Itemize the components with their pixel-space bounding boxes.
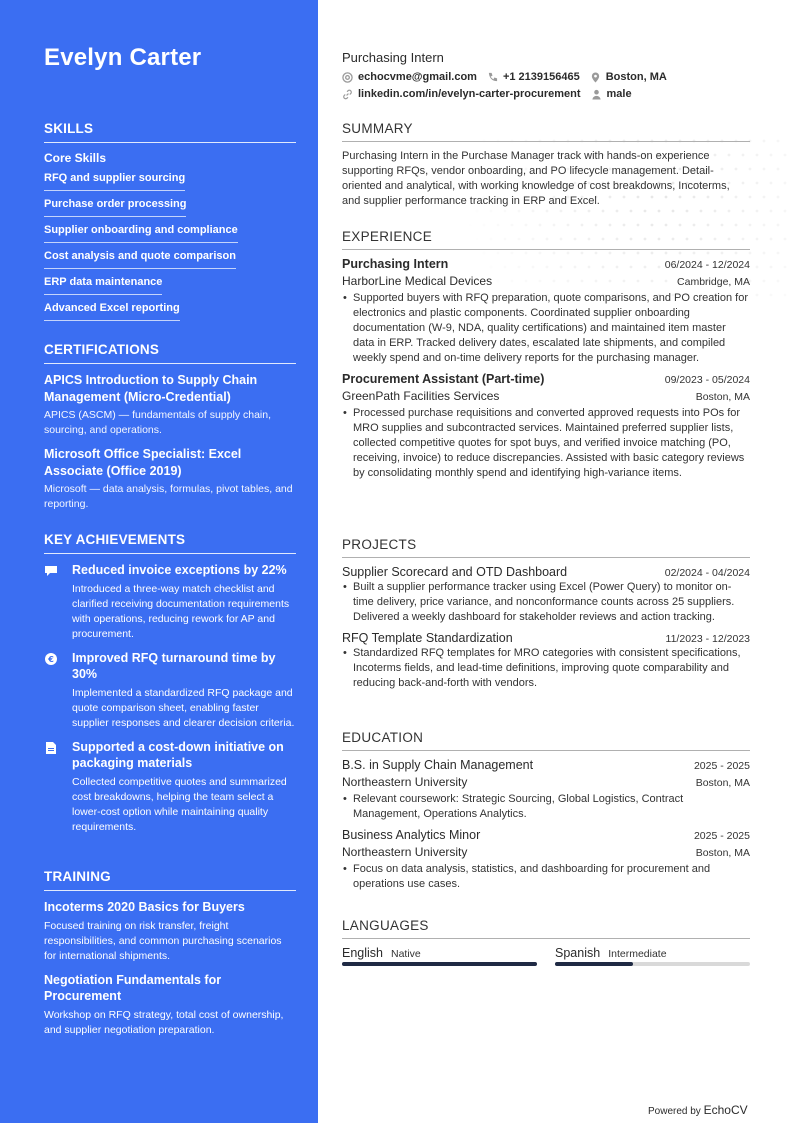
training-name: Incoterms 2020 Basics for Buyers xyxy=(44,900,245,914)
decorative-dot xyxy=(672,210,675,213)
decorative-dot xyxy=(763,224,766,227)
certifications-title: CERTIFICATIONS xyxy=(44,342,296,364)
bullet-item: • Relevant coursework: Strategic Sourcing, Global Logistics, Contract Management, Operations Analytics. xyxy=(342,792,750,822)
training-section xyxy=(44,869,296,1046)
bullet-text: Processed purchase requisitions and converted approved requests into POs for MRO supplies and subcontracted services. Maintained preferred supplier lists, collected competitive quotes for spot buys, and verified invoice matching (PO, receiving, invoice) to reduce discrepancies. Assisted with basic category reviews by consolidating monthly spend and identifying high-variance items. xyxy=(353,407,745,479)
role-title: Purchasing Intern xyxy=(342,257,449,271)
project-name: Supplier Scorecard and OTD Dashboard xyxy=(342,565,568,579)
decorative-dot xyxy=(602,210,605,213)
decorative-dot xyxy=(763,196,766,199)
decorative-dot xyxy=(518,210,521,213)
decorative-dot xyxy=(616,210,619,213)
achievement-item xyxy=(44,650,296,731)
decorative-dot xyxy=(770,294,773,297)
training-desc: Focused training on risk transfer, freight responsibilities, and common purchasing scenarios for international shipments. xyxy=(44,919,282,962)
decorative-dot xyxy=(770,266,773,269)
decorative-dot xyxy=(763,140,766,143)
languages-section xyxy=(342,918,750,966)
proficiency-bar xyxy=(342,962,537,966)
skill-item: Purchase order processing xyxy=(44,195,186,217)
role-dates: 09/2023 - 05/2024 xyxy=(664,374,750,386)
company-name: GreenPath Facilities Services xyxy=(342,389,500,403)
decorative-dot xyxy=(721,224,724,227)
projects-section xyxy=(342,537,750,697)
decorative-dot xyxy=(756,266,759,269)
achievement-desc: Collected competitive quotes and summarized cost breakdowns, helping the team select a lower-cost option while maintaining quality requirements. xyxy=(72,775,287,833)
location-contact xyxy=(590,71,667,83)
decorative-dot xyxy=(784,238,787,241)
achievement-item xyxy=(44,739,296,835)
decorative-dot xyxy=(658,210,661,213)
decorative-dot xyxy=(777,168,780,171)
skills-title: SKILLS xyxy=(44,121,296,143)
education-entry xyxy=(342,828,750,892)
degree-name: B.S. in Supply Chain Management xyxy=(342,758,534,772)
decorative-dot xyxy=(630,210,633,213)
core-skills-label: Core Skills xyxy=(44,151,107,165)
experience-title: EXPERIENCE xyxy=(342,229,750,250)
language-item xyxy=(555,946,750,966)
decorative-dot xyxy=(742,210,745,213)
decorative-dot xyxy=(756,238,759,241)
degree-name: Business Analytics Minor xyxy=(342,828,481,842)
training-desc: Workshop on RFQ strategy, total cost of ownership, and supplier negotiation preparation. xyxy=(44,1008,284,1036)
school-location: Boston, MA xyxy=(695,847,750,859)
decorative-dot xyxy=(777,252,780,255)
decorative-dot xyxy=(784,182,787,185)
experience-entry xyxy=(342,372,750,481)
gender-text: male xyxy=(606,88,632,100)
email-contact[interactable] xyxy=(342,71,477,83)
decorative-dot xyxy=(476,210,479,213)
bullet-item: • Supported buyers with RFQ preparation, quote comparisons, and PO creation for electronics and plastic components. Coordinated supplier onboarding documentation (W-9, NDA, quality certifications) and maintained item master data in ERP. Tracked delivery dates, escalated late shipments, and compiled weekly spend and on-time delivery reports for the purchasing manager. xyxy=(343,292,748,364)
bullet-item: • Built a supplier performance tracker using Excel (Power Query) to monitor on-time delivery, price variance, and nonconformance counts across 25 suppliers. Delivered a weekly dashboard for stakeholder reviews and action tracking. xyxy=(342,580,750,625)
decorative-dot xyxy=(770,182,773,185)
contact-row-2 xyxy=(342,88,752,100)
school-location: Boston, MA xyxy=(695,777,750,789)
project-entry xyxy=(342,565,750,625)
project-entry xyxy=(342,631,750,691)
skill-item: Advanced Excel reporting xyxy=(44,299,180,321)
role-dates: 06/2024 - 12/2024 xyxy=(664,259,750,271)
decorative-dot xyxy=(679,224,682,227)
training-name: Negotiation Fundamentals for Procurement xyxy=(44,972,222,1003)
link-icon xyxy=(342,89,353,100)
decorative-dot xyxy=(784,294,787,297)
decorative-dot xyxy=(777,224,780,227)
decorative-dot xyxy=(749,224,752,227)
at-icon xyxy=(342,72,353,83)
certification-name: APICS Introduction to Supply Chain Management (Micro-Credential) xyxy=(44,373,258,404)
powered-label: Powered by xyxy=(648,1106,701,1117)
bullet-item: • Standardized RFQ templates for MRO categories with consistent specifications, Incoterms fields, and lead-time definitions, improving quote comparability and reducing back-and-forth with vendors. xyxy=(342,646,750,691)
decorative-dot xyxy=(700,210,703,213)
decorative-dot xyxy=(763,168,766,171)
company-location: Boston, MA xyxy=(695,391,750,403)
location-text: Boston, MA xyxy=(605,71,667,83)
decorative-dot xyxy=(553,224,556,227)
decorative-dot xyxy=(665,224,668,227)
proficiency-bar xyxy=(555,962,750,966)
decorative-dot xyxy=(595,224,598,227)
decorative-dot xyxy=(581,224,584,227)
language-level: Intermediate xyxy=(608,948,667,960)
language-name: Spanish xyxy=(555,946,601,960)
decorative-dot xyxy=(462,210,465,213)
project-name: RFQ Template Standardization xyxy=(342,631,513,645)
decorative-dot xyxy=(497,224,500,227)
person-icon xyxy=(591,89,602,100)
decorative-dot xyxy=(469,224,472,227)
phone-contact[interactable] xyxy=(487,71,580,83)
decorative-dot xyxy=(735,224,738,227)
training-title: TRAINING xyxy=(44,869,296,891)
achievements-section xyxy=(44,532,296,843)
achievement-title: Improved RFQ turnaround time by 30% xyxy=(72,650,276,681)
school-name: Northeastern University xyxy=(342,775,468,789)
bullet-text: Relevant coursework: Strategic Sourcing, Global Logistics, Contract Management, Operations Analytics. xyxy=(353,793,684,820)
decorative-dot xyxy=(770,238,773,241)
school-name: Northeastern University xyxy=(342,845,468,859)
euro-coin-icon xyxy=(44,650,72,731)
education-section xyxy=(342,730,750,898)
language-item xyxy=(342,946,537,966)
proficiency-bar-fill xyxy=(342,962,537,966)
decorative-dot xyxy=(784,266,787,269)
skill-item: Supplier onboarding and compliance xyxy=(44,221,238,243)
decorative-dot xyxy=(784,154,787,157)
achievements-title: KEY ACHIEVEMENTS xyxy=(44,532,296,554)
decorative-dot xyxy=(756,294,759,297)
skill-list xyxy=(44,169,296,325)
decorative-dot xyxy=(546,210,549,213)
bullet-text: Supported buyers with RFQ preparation, quote comparisons, and PO creation for electronics and plastic components. Coordinated supplier onboarding documentation (W-9, NDA, quality certifications) and maintained item master data in ERP. Tracked delivery dates, escalated late shipments, and compiled weekly spend and on-time delivery reports for the purchasing manager. xyxy=(353,292,748,364)
svg-text:€: € xyxy=(48,654,54,664)
experience-section xyxy=(342,229,750,487)
decorative-dot xyxy=(490,210,493,213)
decorative-dot xyxy=(777,280,780,283)
decorative-dot xyxy=(756,154,759,157)
decorative-dot xyxy=(644,210,647,213)
decorative-dot xyxy=(777,140,780,143)
decorative-dot xyxy=(763,280,766,283)
decorative-dot xyxy=(784,210,787,213)
bullet-item: • Focus on data analysis, statistics, and dashboarding for procurement and operations use cases. xyxy=(342,862,750,892)
company-name: HarborLine Medical Devices xyxy=(342,274,493,288)
summary-text: Purchasing Intern in the Purchase Manager track with hands-on experience supporting RFQs, vendor onboarding, and PO lifecycle management. Detail-oriented and analytical, with working knowledge of cost breakdowns, Incoterms, and supplier performance tracking in ERP and Excel. xyxy=(342,150,730,207)
decorative-dot xyxy=(532,210,535,213)
decorative-dot xyxy=(623,224,626,227)
decorative-dot xyxy=(560,210,563,213)
powered-by[interactable] xyxy=(648,1103,748,1117)
role-title: Procurement Assistant (Part-time) xyxy=(342,372,545,386)
achievement-title: Reduced invoice exceptions by 22% xyxy=(72,563,287,577)
decorative-dot xyxy=(770,154,773,157)
decorative-dot xyxy=(770,210,773,213)
chat-icon xyxy=(44,562,72,642)
bullet-text: Focus on data analysis, statistics, and dashboarding for procurement and operations use cases. xyxy=(353,863,711,890)
skill-item: ERP data maintenance xyxy=(44,273,162,295)
bullet-text: Standardized RFQ templates for MRO categories with consistent specifications, Incoterms fields, and lead-time definitions, improving quote comparability and reducing back-and-forth with vendors. xyxy=(353,647,741,689)
linkedin-text: linkedin.com/in/evelyn-carter-procurement xyxy=(358,88,581,100)
company-location: Cambridge, MA xyxy=(677,276,750,288)
decorative-dot xyxy=(483,224,486,227)
degree-dates: 2025 - 2025 xyxy=(693,760,750,772)
degree-dates: 2025 - 2025 xyxy=(693,830,750,842)
sidebar xyxy=(0,0,318,1123)
decorative-dot xyxy=(763,252,766,255)
achievement-item xyxy=(44,562,296,642)
summary-title: SUMMARY xyxy=(342,121,750,142)
decorative-dot xyxy=(504,210,507,213)
certifications-section xyxy=(44,342,296,520)
decorative-dot xyxy=(693,224,696,227)
languages-title: LANGUAGES xyxy=(342,918,750,939)
skills-section xyxy=(44,121,296,325)
phone-text: +1 2139156465 xyxy=(502,71,580,83)
decorative-dot xyxy=(707,224,710,227)
candidate-name: Evelyn Carter xyxy=(44,44,202,71)
achievement-desc: Implemented a standardized RFQ package and quote comparison sheet, enabling faster supplier responses and clearer decision criteria. xyxy=(72,686,295,729)
project-dates: 02/2024 - 04/2024 xyxy=(664,567,750,579)
decorative-dot xyxy=(511,224,514,227)
certification-desc: APICS (ASCM) — fundamentals of supply chain, sourcing, and operations. xyxy=(44,409,272,436)
bullet-item: • Processed purchase requisitions and converted approved requests into POs for MRO supplies and subcontracted services. Maintained preferred supplier lists, collected competitive quotes for spot buys, and verified invoice matching (PO, receiving, invoice) to reduce discrepancies. Assisted with basic category reviews by consolidating monthly spend and identifying high-variance items. xyxy=(342,406,750,481)
job-title: Purchasing Intern xyxy=(342,50,444,65)
decorative-dot xyxy=(777,196,780,199)
email-text: echocvme@gmail.com xyxy=(358,71,477,83)
decorative-dot xyxy=(525,224,528,227)
proficiency-bar-fill xyxy=(555,962,633,966)
summary-section xyxy=(342,121,750,209)
decorative-dot xyxy=(728,210,731,213)
certification-name: Microsoft Office Specialist: Excel Associate (Office 2019) xyxy=(44,447,242,478)
decorative-dot xyxy=(588,210,591,213)
decorative-dot xyxy=(756,210,759,213)
location-pin-icon xyxy=(590,72,601,83)
decorative-dot xyxy=(609,224,612,227)
brand-name: EchoCV xyxy=(703,1103,748,1117)
contact-row-1 xyxy=(342,71,752,83)
certification-desc: Microsoft — data analysis, formulas, pivot tables, and reporting. xyxy=(44,483,293,510)
document-icon xyxy=(44,739,72,835)
language-level: Native xyxy=(391,948,421,960)
education-title: EDUCATION xyxy=(342,730,750,751)
phone-icon xyxy=(487,72,498,83)
gender-contact xyxy=(591,88,632,100)
skill-item: RFQ and supplier sourcing xyxy=(44,169,185,191)
decorative-dot xyxy=(637,224,640,227)
decorative-dot xyxy=(651,224,654,227)
decorative-dot xyxy=(574,210,577,213)
decorative-dot xyxy=(539,224,542,227)
decorative-dot xyxy=(756,182,759,185)
achievement-desc: Introduced a three-way match checklist and clarified receiving documentation requirements with operations, reducing rework for AP and procurement. xyxy=(72,582,290,640)
skill-item: Cost analysis and quote comparison xyxy=(44,247,236,269)
bullet-text: Built a supplier performance tracker using Excel (Power Query) to monitor on-time delivery, price variance, and nonconformance counts across 25 suppliers. Delivered a weekly dashboard for stakeholder reviews and action tracking. xyxy=(353,581,735,623)
education-entry xyxy=(342,758,750,822)
projects-title: PROJECTS xyxy=(342,537,750,558)
project-dates: 11/2023 - 12/2023 xyxy=(665,633,750,645)
linkedin-contact[interactable] xyxy=(342,88,581,100)
decorative-dot xyxy=(686,210,689,213)
language-name: English xyxy=(342,946,383,960)
decorative-dot xyxy=(714,210,717,213)
decorative-dot xyxy=(567,224,570,227)
achievement-title: Supported a cost-down initiative on packaging materials xyxy=(72,739,284,770)
experience-entry xyxy=(342,257,750,366)
